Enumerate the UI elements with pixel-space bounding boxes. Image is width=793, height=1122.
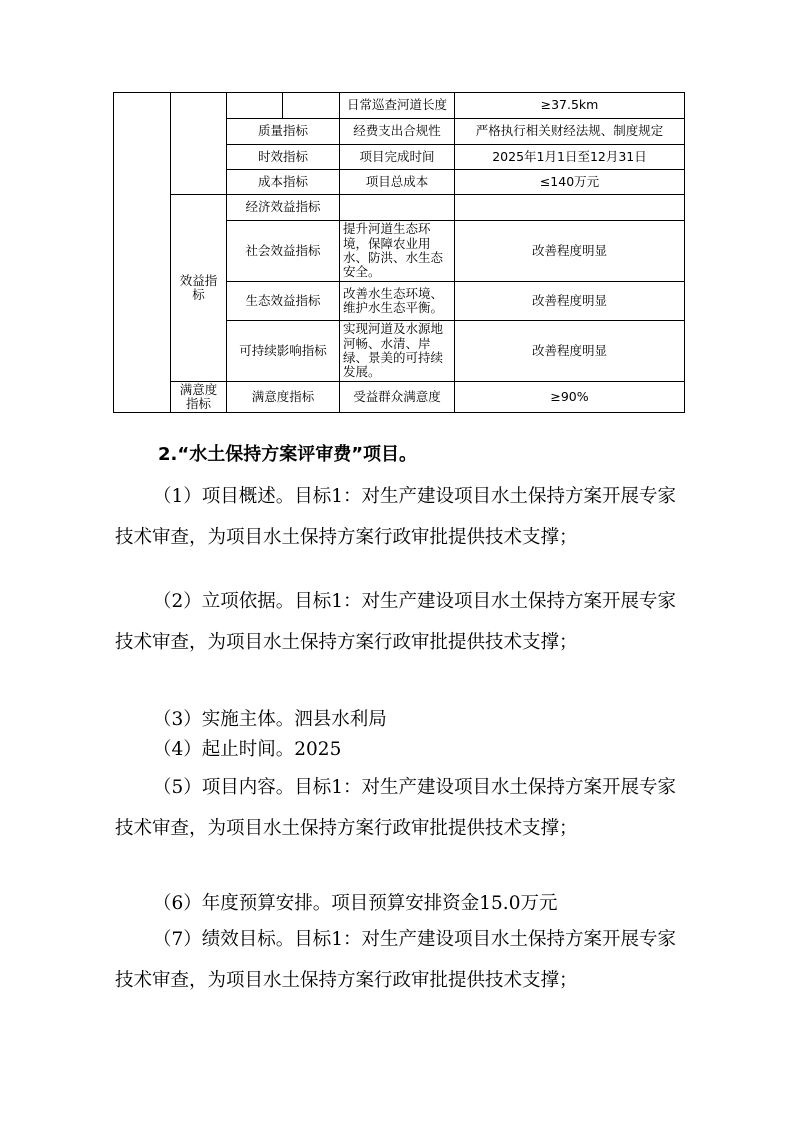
category-cell: 社会效益指标 xyxy=(227,221,340,282)
indicator-cell: 项目总成本 xyxy=(340,170,455,195)
indicator-cell: 经费支出合规性 xyxy=(340,119,455,145)
category-cell: 时效指标 xyxy=(227,145,340,170)
level1-cell xyxy=(114,93,171,413)
indicator-cell: 项目完成时间 xyxy=(340,145,455,170)
category-cell: 可持续影响指标 xyxy=(227,321,340,382)
category-cell: 满意度指标 xyxy=(227,382,340,413)
paragraph-overview: （1）项目概述。目标1：对生产建设项目水土保持方案开展专家技术审查，为项目水土保持方案行政审批提供技术支撑； xyxy=(115,486,677,548)
paragraph-basis: （2）立项依据。目标1：对生产建设项目水土保持方案开展专家技术审查，为项目水土保持方案行政审批提供技术支撑； xyxy=(115,591,677,653)
value-cell xyxy=(455,195,685,221)
indicator-cell: 日常巡查河道长度 xyxy=(340,93,455,119)
paragraph-budget: （6）年度预算安排。项目预算安排资金15.0万元 xyxy=(153,893,558,914)
section-heading: 2.“水土保持方案评审费”项目。 xyxy=(158,444,418,465)
table-row xyxy=(114,382,685,413)
paragraph-period: （4）起止时间。2025 xyxy=(153,739,342,760)
indicator-cell: 受益群众满意度 xyxy=(340,382,455,413)
category-subcell xyxy=(283,93,340,119)
paragraph-content: （5）项目内容。目标1：对生产建设项目水土保持方案开展专家技术审查，为项目水土保持方案行政审批提供技术支撑； xyxy=(115,777,677,839)
indicator-cell xyxy=(340,195,455,221)
indicator-cell: 提升河道生态环境，保障农业用水、防洪、水生态安全。 xyxy=(340,221,455,282)
category-cell xyxy=(227,93,283,119)
indicator-cell: 实现河道及水源地河畅、水清、岸绿、景美的可持续发展。 xyxy=(340,321,455,382)
category-cell: 质量指标 xyxy=(227,119,340,145)
value-cell: ≥37.5km xyxy=(455,93,685,119)
value-cell: ≤140万元 xyxy=(455,170,685,195)
level2-output-cell xyxy=(171,93,227,195)
value-cell: 严格执行相关财经法规、制度规定 xyxy=(455,119,685,145)
category-cell: 生态效益指标 xyxy=(227,282,340,321)
paragraph-goals: （7）绩效目标。目标1：对生产建设项目水土保持方案开展专家技术审查，为项目水土保持方案行政审批提供技术支撑； xyxy=(115,929,677,991)
value-cell: 2025年1月1日至12月31日 xyxy=(455,145,685,170)
value-cell: 改善程度明显 xyxy=(455,221,685,282)
value-cell: 改善程度明显 xyxy=(455,321,685,382)
category-cell: 成本指标 xyxy=(227,170,340,195)
category-cell: 经济效益指标 xyxy=(227,195,340,221)
table-row xyxy=(114,195,685,221)
satisfaction-group-label: 满意度 指标 xyxy=(171,382,227,413)
indicator-cell: 改善水生态环境、维护水生态平衡。 xyxy=(340,282,455,321)
value-cell: ≥90% xyxy=(455,382,685,413)
paragraph-implementer: （3）实施主体。泗县水利局 xyxy=(153,709,387,730)
benefit-group-label: 效益指 标 xyxy=(171,195,227,382)
performance-indicator-table xyxy=(113,92,685,413)
value-cell: 改善程度明显 xyxy=(455,282,685,321)
table-row xyxy=(114,93,685,119)
